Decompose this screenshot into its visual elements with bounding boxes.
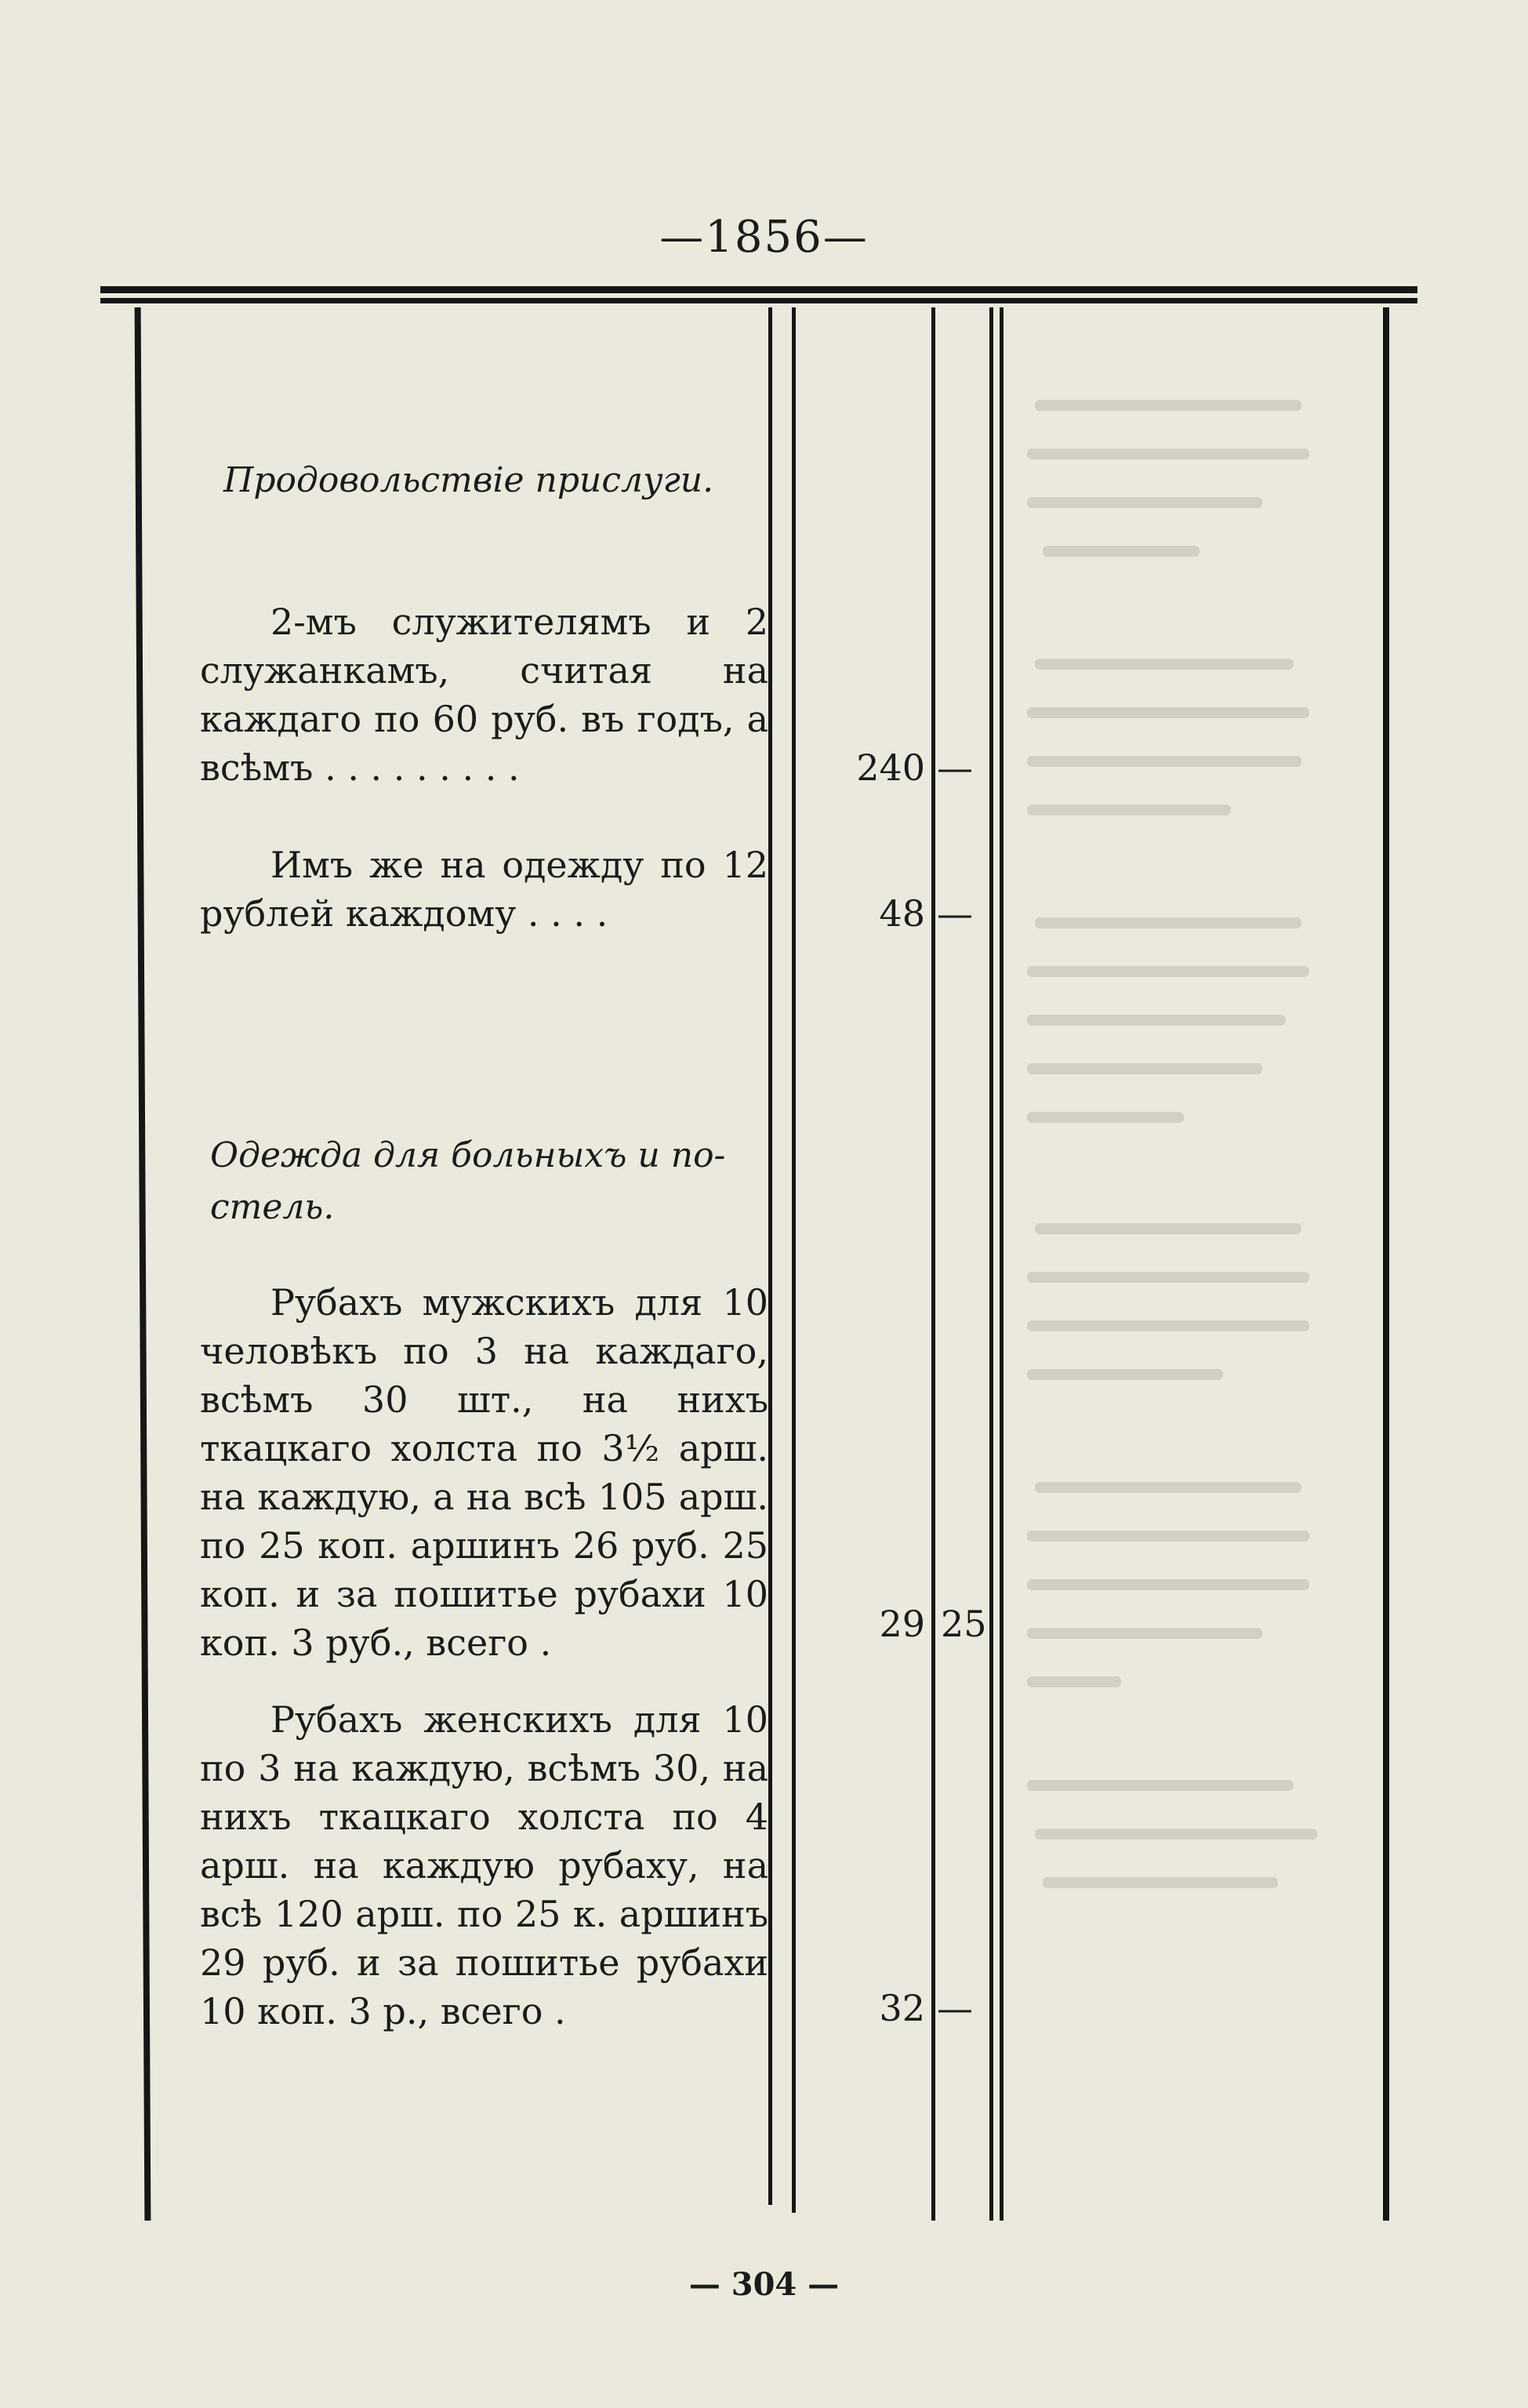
amount-column-rule-left-b xyxy=(792,307,796,2213)
entry-mens-shirts xyxy=(200,1278,768,1667)
entry-amount-rubles: 48 xyxy=(879,892,925,935)
right-border-rule xyxy=(1383,307,1389,2221)
amount-column-rule-left-a xyxy=(768,307,772,2205)
top-double-rule-lower xyxy=(100,298,1417,303)
entry-amount-kopecks: — xyxy=(937,1987,973,2029)
bleed-through-texture xyxy=(1019,376,1348,2007)
entry-amount-rubles: 240 xyxy=(856,746,925,789)
page-year-header: —1856— xyxy=(659,212,869,263)
entry-womens-shirts xyxy=(200,1695,768,2036)
top-double-rule xyxy=(100,286,1417,293)
kop-column-rule-right-a xyxy=(989,307,993,2221)
entry-text: Имъ же на одежду по 12 рублей каждому . . . . xyxy=(200,844,768,935)
entry-text: Рубахъ мужскихъ для 10 человѣкъ по 3 на каждаго, всѣмъ 30 шт., на нихъ ткацкаго холста по 3½ арш. на каждую, а на всѣ 105 арш. по 25 коп. аршинъ 26 руб. 25 коп. и за пошитье рубахи 10 коп. 3 руб., всего . xyxy=(200,1281,768,1664)
entry-servants-clothing xyxy=(200,841,768,938)
entry-text: 2-мъ служителямъ и 2 служанкамъ, считая на каждаго по 60 руб. въ годъ, а всѣмъ . . . . . . . . . xyxy=(200,601,768,789)
entry-amount-rubles: 32 xyxy=(879,1987,925,2029)
page-number-footer: — 304 — xyxy=(688,2266,840,2303)
left-border-rule xyxy=(135,307,151,2221)
section-title-servants-food: Продовольствіе прислуги. xyxy=(223,460,714,500)
section-title-clothing xyxy=(210,1078,759,1233)
kop-column-rule-right-b xyxy=(1000,307,1004,2221)
section-title-clothing-text: Одежда для больныхъ и по- стель. xyxy=(210,1135,726,1227)
entry-amount-kopecks: 25 xyxy=(941,1603,987,1645)
entry-amount-kopecks: — xyxy=(937,892,973,935)
entry-servants-salary xyxy=(200,597,768,792)
kop-column-rule xyxy=(931,307,935,2221)
entry-text: Рубахъ женскихъ для 10 по 3 на каждую, всѣмъ 30, на нихъ ткацкаго холста по 4 арш. на каждую рубаху, на всѣ 120 арш. по 25 к. аршинъ 29 руб. и за пошитье рубахи 10 коп. 3 р., всего . xyxy=(200,1698,768,2032)
entry-amount-rubles: 29 xyxy=(879,1603,925,1645)
entry-amount-kopecks: — xyxy=(937,746,973,789)
